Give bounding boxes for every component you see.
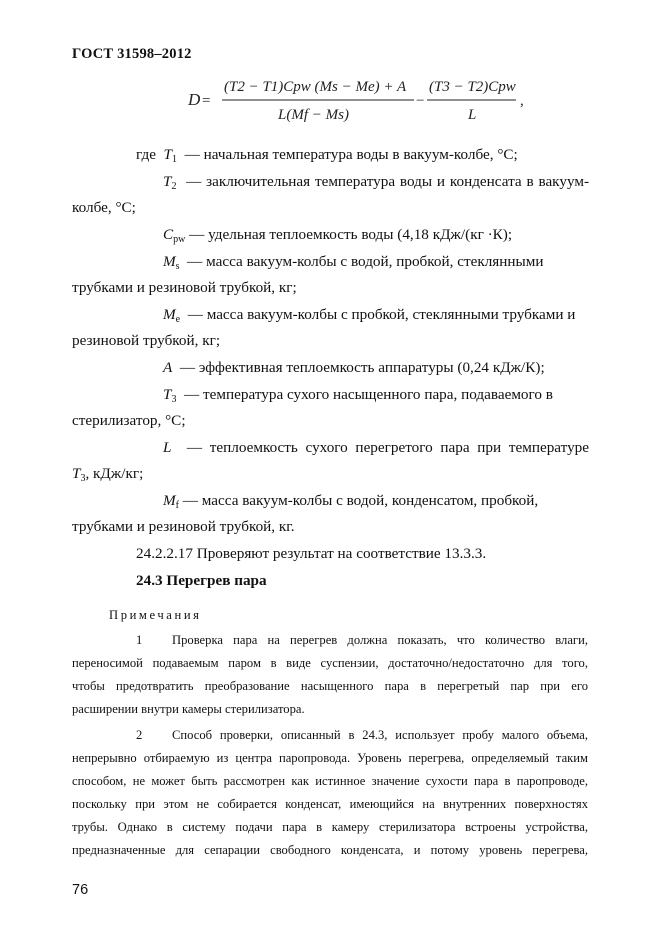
symbol-cpw-sub: pw: [173, 234, 186, 245]
note1-line4: расширении внутри камеры стерилизатора.: [72, 702, 305, 716]
note2-line3: способом, не может быть рассмотрен как истинное значение сухости пара в паропроводе,: [72, 774, 588, 788]
def-l-text-1: — теплоемкость сухого перегретого пара при температуре: [186, 439, 589, 456]
symbol-ms-sub: s: [175, 261, 180, 272]
def-a-text: — эффективная теплоемкость аппаратуры (0,24 кДж/К);: [179, 359, 545, 376]
def-cpw-text: — удельная теплоемкость воды (4,18 кДж/(кг ·К);: [189, 226, 513, 243]
formula-denominator-1: L(Mf − Ms): [278, 107, 349, 123]
note1-line2: переносимой подаваемым паром в виде суспензии, достаточно/недостаточно для того,: [72, 656, 588, 670]
formula-minus: −: [416, 93, 425, 109]
def-ms-line2: трубками и резиновой трубкой, кг;: [72, 279, 297, 296]
symbol-mf: M: [163, 492, 176, 509]
note2-line2: непрерывно отбираемую из центра паропровода. Уровень перегрева, определяемый таким: [72, 751, 588, 765]
symbol-me: M: [163, 306, 176, 323]
symbol-a: A: [163, 359, 173, 376]
def-l-line1: [163, 439, 589, 457]
note2-line5: трубы. Однако в систему подачи пара в камеру стерилизатора встроены устройства,: [72, 820, 588, 834]
formula-svg: [152, 74, 572, 126]
note1-line3: чтобы предотвратить преобразование насыщенного пара в перегретый пар при его: [72, 679, 588, 693]
def-t2-line2: колбе, °С;: [72, 199, 136, 216]
def-t3-line2: стерилизатор, °С;: [72, 412, 186, 429]
def-l-line2: [72, 465, 143, 483]
symbol-t2-sub: 2: [171, 181, 177, 192]
def-cpw: [163, 226, 512, 244]
symbol-t3: T: [163, 386, 172, 403]
formula-lhs: D: [188, 90, 201, 109]
notes-heading: Примечания: [109, 608, 202, 622]
symbol-l-t3: T: [72, 465, 81, 482]
note1-line1: Проверка пара на перегрев должна показать, что количество влаги,: [172, 633, 588, 647]
def-t1: [136, 146, 518, 164]
note2-line6: предназначенные для сепарации свободного конденсата, и потому уровень перегрева,: [72, 843, 588, 857]
def-t1-text: — начальная температура воды в вакуум-колбе, °С;: [184, 146, 518, 163]
symbol-me-sub: e: [175, 314, 181, 325]
note2-line1: Способ проверки, описанный в 24.3, использует пробу малого объема,: [172, 728, 588, 742]
formula: [152, 74, 572, 126]
symbol-l: L: [163, 439, 172, 456]
note1-number: 1: [136, 633, 143, 647]
symbol-t3-sub: 3: [171, 394, 177, 405]
note2-line4: поскольку при этом не собирается конденсат, имеющийся на внутренних поверхностях: [72, 797, 588, 811]
symbol-cpw: C: [163, 226, 174, 243]
section-heading-24-3: 24.3 Перегрев пара: [136, 572, 267, 589]
where-word: где: [136, 146, 156, 163]
symbol-t1-sub: 1: [172, 154, 177, 165]
symbol-l-t3-sub: 3: [80, 473, 86, 484]
formula-eq: =: [202, 93, 211, 109]
def-l-text-2: , кДж/кг;: [85, 465, 144, 482]
def-mf-text-1: — масса вакуум-колбы с водой, конденсатом, пробкой,: [182, 492, 539, 509]
def-ms-line1: [163, 253, 543, 271]
formula-numerator-2: (T3 − T2)Cpw: [429, 79, 516, 95]
symbol-t2: T: [163, 173, 172, 190]
def-t2-text-1: — заключительная температура воды и конденсата в вакуум-: [186, 173, 589, 190]
document-header: ГОСТ 31598–2012: [72, 46, 192, 62]
def-mf-line2: трубками и резиновой трубкой, кг.: [72, 518, 295, 535]
paragraph-24-2-2-17: 24.2.2.17 Проверяют результат на соответствие 13.3.3.: [136, 545, 487, 562]
note2-number: 2: [136, 728, 143, 742]
def-a: [163, 359, 545, 377]
def-me-line2: резиновой трубкой, кг;: [72, 332, 221, 349]
formula-denominator-2: L: [468, 107, 477, 123]
symbol-mf-sub: f: [175, 500, 179, 511]
def-t3-text-1: — температура сухого насыщенного пара, подаваемого в: [184, 386, 553, 403]
formula-numerator-1: (T2 − T1)Cpw (Ms − Me) + A: [224, 79, 407, 95]
symbol-ms: M: [163, 253, 176, 270]
def-me-line1: [163, 306, 575, 324]
def-t2-line1: [163, 173, 589, 191]
def-me-text-1: — масса вакуум-колбы с пробкой, стеклянными трубками и: [187, 306, 576, 323]
def-ms-text-1: — масса вакуум-колбы с водой, пробкой, стеклянными: [187, 253, 544, 270]
page-number: 76: [72, 882, 89, 898]
def-t3-line1: [163, 386, 553, 404]
symbol-t1: T: [163, 146, 172, 163]
def-mf-line1: [163, 492, 538, 510]
formula-comma: ,: [520, 93, 524, 109]
